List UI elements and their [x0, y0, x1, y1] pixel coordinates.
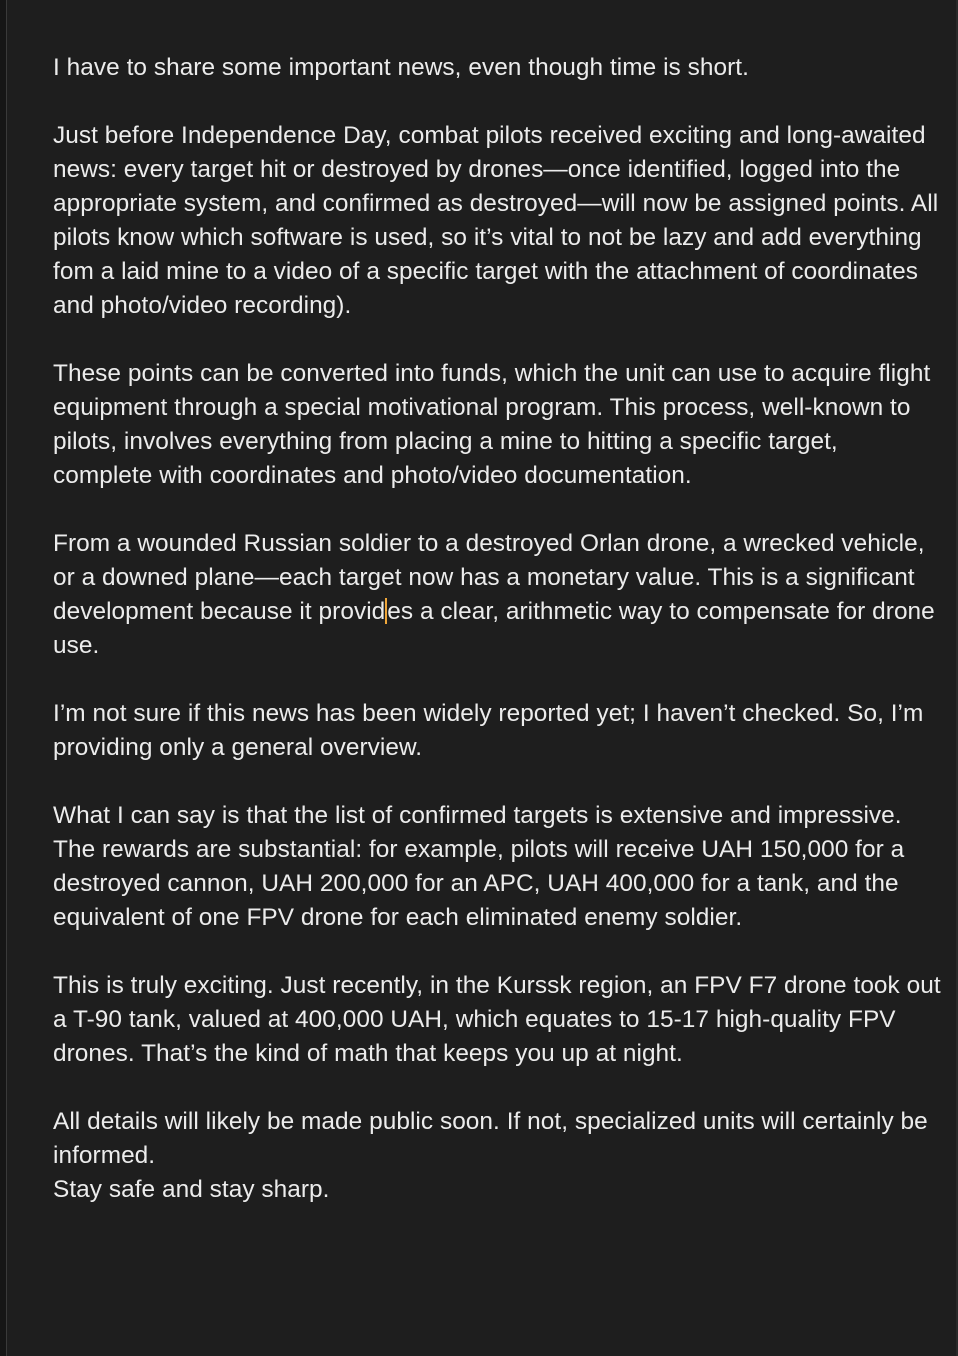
paragraph-monetary-value[interactable] [53, 527, 943, 663]
paragraph-closing[interactable] [53, 1105, 943, 1207]
paragraph-rewards[interactable]: What I can say is that the list of confirmed targets is extensive and impressive. The rewards are substantial: for example, pilots will receive UAH 150,000 for a destroyed cannon, UAH 200,000 for an APC, UAH 400,000 for a tank, and the equivalent of one FPV drone for each eliminated enemy soldier. [53, 802, 912, 931]
window-left-edge [0, 0, 7, 1356]
paragraph-kursk-example[interactable]: This is truly exciting. Just recently, in the Kurssk region, an FPV F7 drone took out a T-90 tank, valued at 400,000 UAH, which equates to 15-17 high-quality FPV drones. That’s the kind of math that keeps you up at night. [53, 972, 948, 1067]
paragraph-points-funds[interactable]: These points can be converted into funds, which the unit can use to acquire flight equipment through a special motivational program. This process, well-known to pilots, involves everything from placing a mine to hitting a specific target, complete with coordinates and photo/video documentation. [53, 360, 938, 489]
paragraph-intro[interactable]: I have to share some important news, even though time is short. [53, 54, 749, 81]
closing-line-1: All details will likely be made public soon. If not, specialized units will certainly be informed. [53, 1108, 935, 1169]
text-editor[interactable] [53, 51, 948, 1207]
paragraph-not-sure[interactable]: I’m not sure if this news has been widely reported yet; I haven’t checked. So, I’m providing only a general overview. [53, 700, 931, 761]
paragraph-text-before-caret: From a wounded Russian soldier to a destroyed Orlan drone, a wrecked vehicle, or a downed plane—each target now has a monetary value. This is a significant development because it provid [53, 530, 932, 625]
closing-line-2: Stay safe and stay sharp. [53, 1176, 330, 1203]
paragraph-text-after-caret: es a clear, arithmetic way to compensate for drone use. [53, 598, 942, 659]
paragraph-independence-day[interactable]: Just before Independence Day, combat pilots received exciting and long-awaited news: every target hit or destroyed by drones—once identified, logged into the appropriate system, and confirmed as destroyed—will now be assigned points. All pilots know which software is used, so it’s vital to not be lazy and add everything fom a laid mine to a video of a specific target with the attachment of coordinates and photo/video recording). [53, 122, 946, 319]
